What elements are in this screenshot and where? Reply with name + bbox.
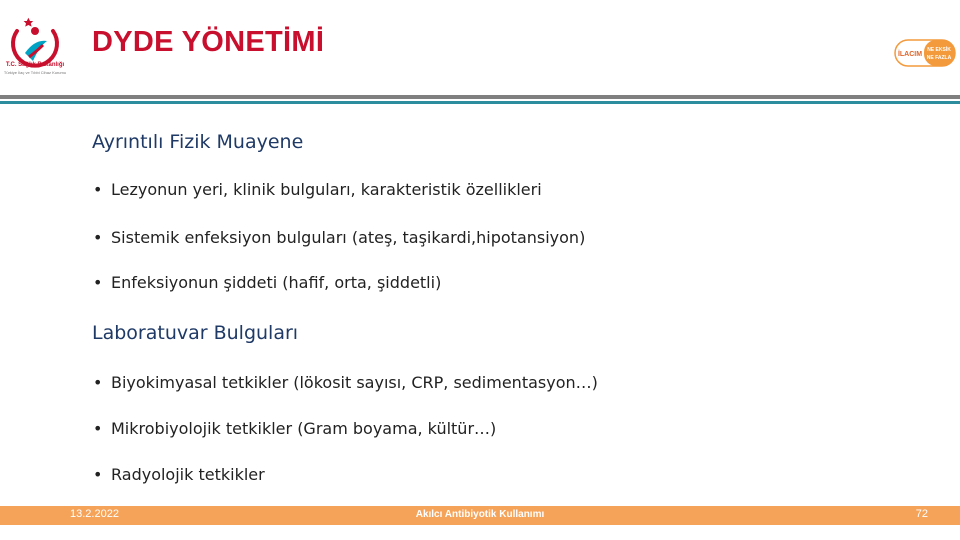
campaign-logo-line3: NE FAZLA [926,55,952,61]
footer-title: Akılcı Antibiyotik Kullanımı [415,509,545,520]
list-item-text: Enfeksiyonun şiddeti (hafif, orta, şiddetli) [111,273,442,292]
campaign-logo-word: İLACIM [897,51,923,58]
ministry-subtitle: Türkiye İlaç ve Tıbbi Cihaz Kurumu [3,70,67,75]
bullet-icon: • [93,228,103,247]
section-heading-lab-findings: Laboratuvar Bulguları [92,322,299,344]
bullet-icon: • [93,465,103,484]
bullet-icon: • [93,419,103,438]
header-divider-gray [0,95,960,99]
list-item-text: Radyolojik tetkikler [111,465,265,484]
section-heading-physical-exam: Ayrıntılı Fizik Muayene [92,131,304,153]
bullet-icon: • [93,373,103,392]
footer-date: 13.2.2022 [70,508,119,520]
list-item-text: Mikrobiyolojik tetkikler (Gram boyama, kültür…) [111,419,497,438]
list-item [93,465,265,484]
list-item-text: Lezyonun yeri, klinik bulguları, karakteristik özellikleri [111,180,542,199]
list-item [93,273,441,292]
list-item-text: Biyokimyasal tetkikler (lökosit sayısı, CRP, sedimentasyon…) [111,373,598,392]
header-divider-teal [0,101,960,104]
bullet-icon: • [93,273,103,292]
page-title: DYDE YÖNETİMİ [92,26,325,58]
list-item [93,373,598,392]
campaign-logo-line2: NE EKSİK [927,47,951,53]
campaign-logo-icon [894,39,956,67]
ministry-name: T.C. Sağlık Bakanlığı [5,62,65,68]
list-item [93,419,496,438]
page-number: 72 [915,508,928,520]
list-item-text: Sistemik enfeksiyon bulguları (ateş, taşikardi,hipotansiyon) [111,228,586,247]
bullet-icon: • [93,180,103,199]
list-item [93,228,585,247]
list-item [93,180,542,199]
